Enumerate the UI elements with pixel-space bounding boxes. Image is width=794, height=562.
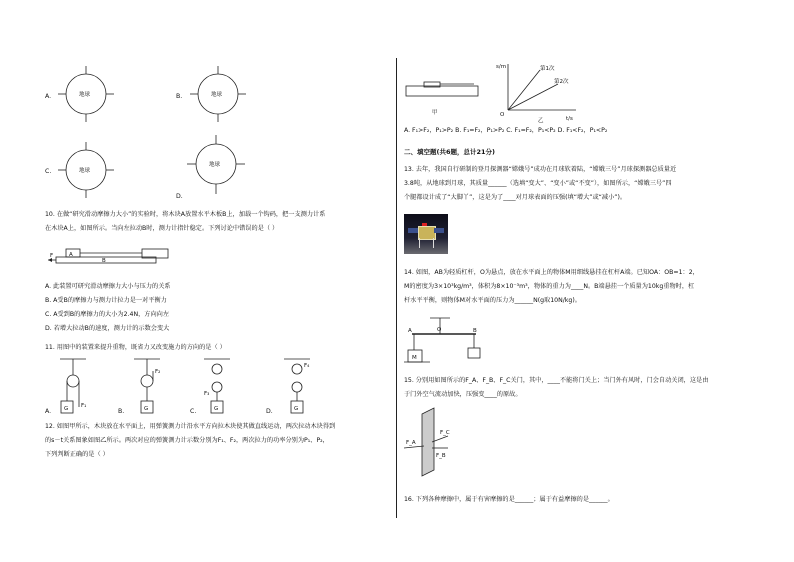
q10-option-d: D. 若增大拉动B的速度，测力计的示数会变大 [45, 325, 170, 332]
svg-text:F₄: F₄ [304, 363, 310, 369]
q10-option-a: A. 此装置可研究滑动摩擦力大小与压力的关系 [45, 283, 171, 290]
solar-panel-right [434, 228, 444, 233]
svg-text:G: G [214, 406, 219, 412]
point-o-label: O [437, 327, 442, 333]
q11-option-d: D. [266, 408, 273, 415]
lander-leg [419, 238, 420, 248]
q12-options: A. F₁>F₂，P₁>P₂ B. F₁=F₂，P₁>P₂ C. F₁=F₂，P₁<P₂ D. F₁<F₂，P₁<P₂ [404, 127, 608, 134]
q15-stem-line2: 于门外空气流动加快，压强变____的原故。 [404, 391, 522, 398]
q11-stem: 11. 用图中的装置来提升重物，既省力又改变施力的方向的是（ ） [45, 344, 226, 351]
x-axis-label: t/s [566, 116, 573, 122]
section-title: 二、填空题(共6题，总计21分) [404, 148, 496, 156]
block-a-label: A [69, 252, 73, 258]
column-divider [396, 58, 397, 518]
origin-label: O [500, 112, 505, 118]
q13-stem-line1: 13. 去年，我国自行研制的登月探测器“嫦娥号”成功在月球软着陆，“嫦娥三号”月球探测器总质量近 [404, 166, 677, 173]
svg-text:G: G [64, 406, 69, 412]
q14-stem-line3: 杆水平平衡，则物体M对水平面的压力为______N(g取10N/kg)。 [404, 297, 581, 304]
earth-label: 地球 [79, 168, 91, 174]
q14-lever-figure [404, 314, 484, 366]
pulley-d [284, 357, 310, 417]
q15-stem-line1: 15. 分别用如图所示的F_A、F_B、F_C关门，其中，____不能将门关上；当门外有风时，门会自动关闭，这是由 [404, 377, 709, 384]
force-f-label: F [50, 253, 54, 259]
earth-label: 地球 [209, 162, 221, 168]
svg-text:F₂: F₂ [155, 369, 161, 375]
q9-option-b: B. [176, 93, 183, 100]
force-fa-label: F_A [406, 440, 416, 446]
svg-text:G: G [294, 406, 299, 412]
y-axis-label: s/m [496, 64, 507, 70]
earth-diagram-d [186, 132, 246, 196]
label-jia: 甲 [432, 110, 438, 116]
q14-stem-line2: M的密度为3×10³kg/m³，体积为8×10⁻³m³，物体的重力为____N。B端悬挂一个质量为10kg重物时，杠 [404, 283, 695, 290]
q9-option-c: C. [45, 168, 52, 175]
earth-label: 地球 [79, 92, 91, 98]
earth-diagram-c [58, 140, 114, 200]
force-fc-label: F_C [440, 430, 450, 436]
q10-apparatus-figure [48, 243, 178, 273]
q15-door-figure [404, 408, 474, 478]
q16-stem: 16. 下列各种摩擦中，属于有害摩擦的是______；属于有益摩擦的是______。 [404, 496, 614, 503]
lunar-lander-photo [404, 214, 448, 254]
pulley-b [134, 357, 160, 417]
board-b-label: B [102, 258, 106, 264]
label-yi: 乙 [538, 118, 544, 124]
line1-label: 第1次 [540, 66, 555, 72]
graph-line-1 [508, 70, 540, 110]
pulley-c [204, 357, 230, 417]
q11-option-a: A. [45, 408, 52, 415]
q10-option-c: C. A受到B的摩擦力的大小为2.4N，方向向左 [45, 311, 170, 318]
svg-text:F₁: F₁ [81, 403, 87, 409]
q11-option-c: C. [190, 408, 197, 415]
q11-option-b: B. [118, 408, 125, 415]
q13-stem-line3: 个腿都设计成了“大脚丫”，这是为了____对月球表面的压强(填“增大”或“减小”)。 [404, 194, 627, 201]
q13-stem-line2: 3.8吨，从地球到月球，其质量______（选填“变大”、“变小”或“不变”），如图所示，“嫦娥三号”四 [404, 180, 672, 187]
svg-text:G: G [144, 406, 149, 412]
q12-apparatus-jia [404, 76, 484, 116]
q12-stem-line2: 的s－t关系图象如图乙所示。两次对应的弹簧测力计示数分别为F₁、F₂，两次拉力的功率分别为P₁、P₂， [45, 437, 329, 444]
q14-stem-line1: 14. 如图，AB为轻质杠杆，O为悬点，放在水平面上的物体M用细线悬挂在杠杆A端。已知OA：OB=1：2， [404, 269, 699, 276]
q12-stem-line1: 12. 如图甲所示，木块放在水平面上，用弹簧测力计沿水平方向拉木块使其做直线运动，两次拉动木块得到 [45, 423, 336, 430]
q12-stem-line3: 下列判断正确的是（ ） [45, 451, 109, 458]
line2-label: 第2次 [554, 79, 569, 85]
point-a-label: A [408, 328, 412, 334]
force-fb-label: F_B [436, 453, 446, 459]
q10-stem-line1: 10. 在做“研究滑动摩擦力大小”的实验时，将木块A放置水平木板B上，加载一个钩码，把一支测力计系 [45, 211, 326, 218]
lander-leg [433, 238, 434, 248]
q9-option-a: A. [45, 93, 52, 100]
solar-panel-left [408, 228, 418, 233]
q9-option-d: D. [176, 193, 183, 200]
q10-stem-line2: 在木块A上，如图所示。当向左拉动B时，测力计指针稳定。下列讨论中错误的是（ ） [45, 225, 279, 232]
pulley-a [60, 357, 86, 417]
earth-diagram-b [190, 64, 246, 124]
point-b-label: B [473, 328, 477, 334]
object-m-label: M [412, 355, 417, 361]
graph-line-2 [508, 84, 558, 110]
q10-option-b: B. A受B的摩擦力与测力计拉力是一对平衡力 [45, 297, 167, 304]
earth-label: 地球 [211, 92, 223, 98]
q12-st-graph [496, 62, 580, 124]
earth-diagram-a [58, 64, 114, 124]
svg-text:F₃: F₃ [204, 391, 210, 397]
